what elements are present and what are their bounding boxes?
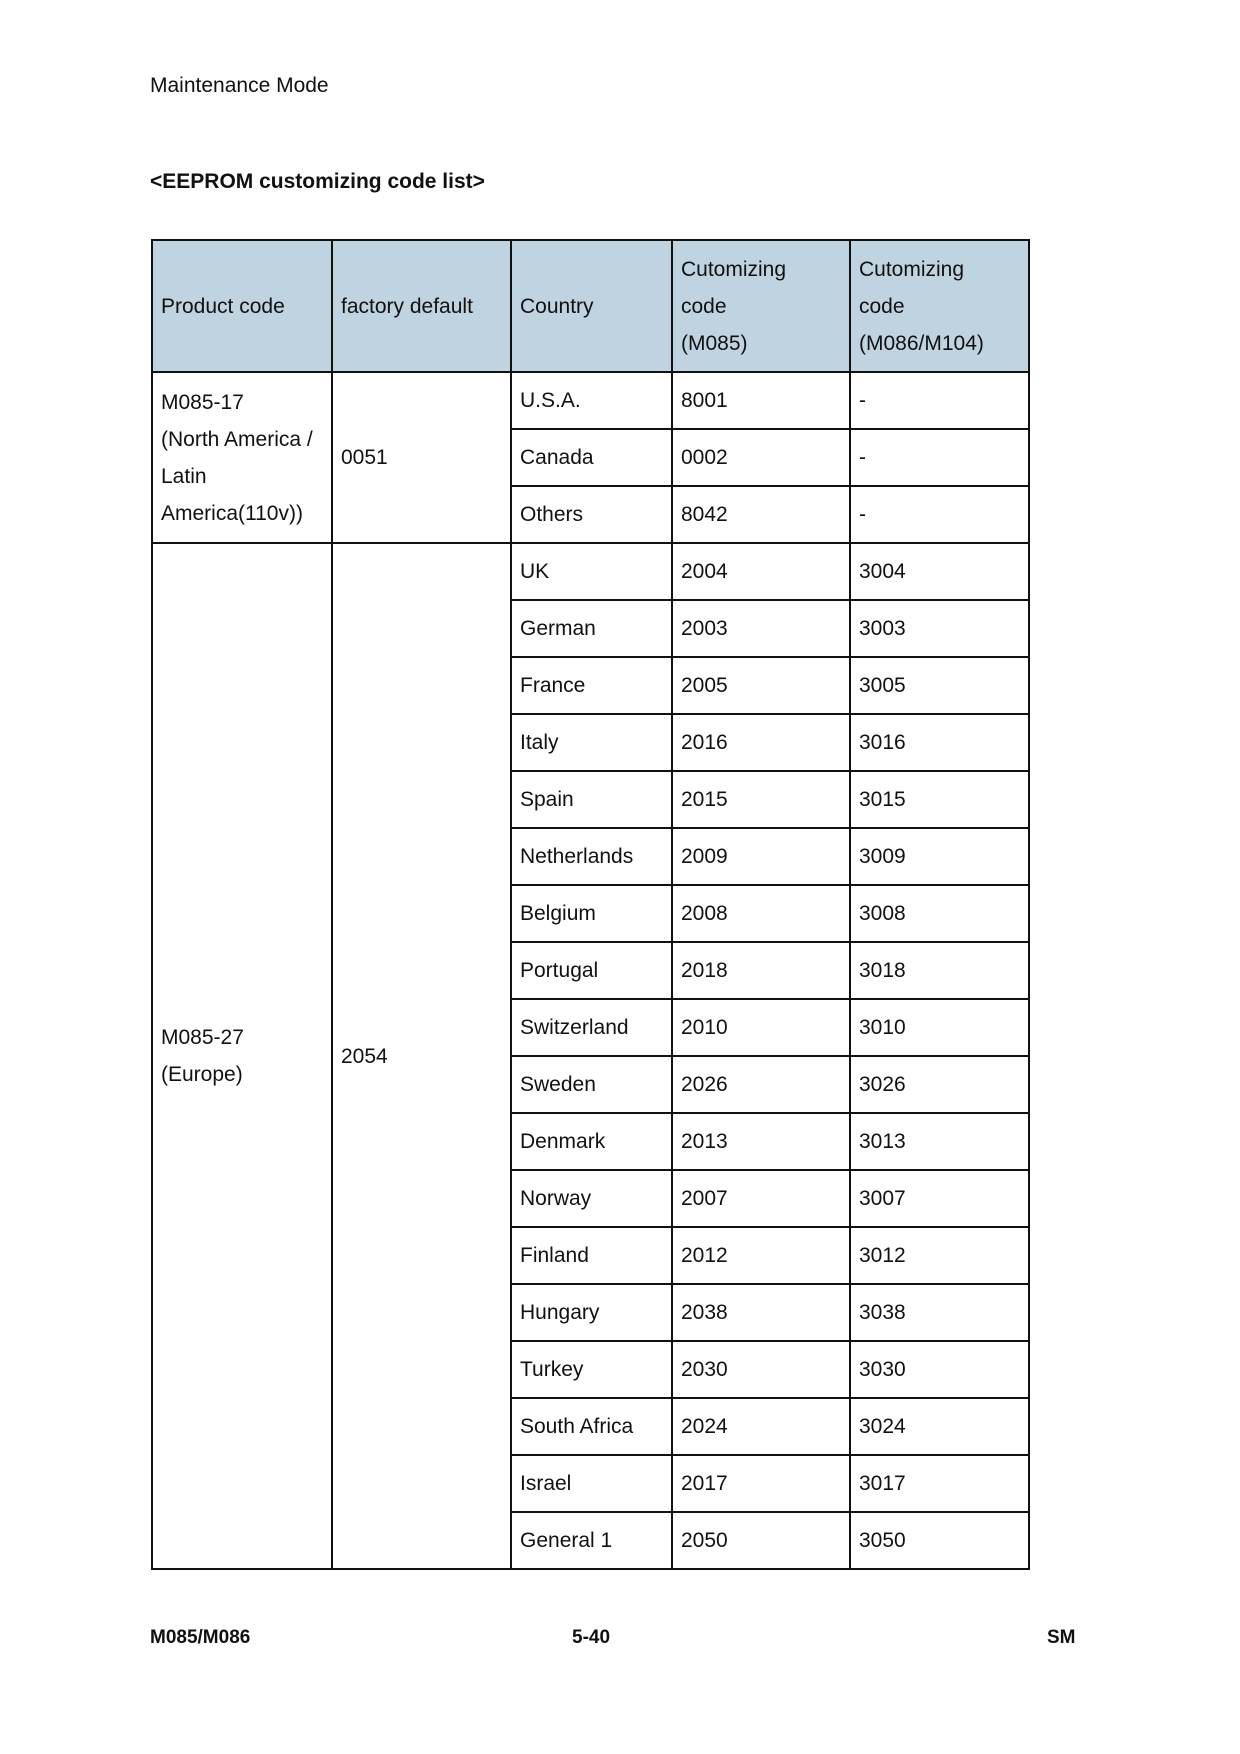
- country-cell: Sweden: [511, 1056, 672, 1113]
- country-cell: German: [511, 600, 672, 657]
- country-cell: France: [511, 657, 672, 714]
- table-body: [152, 372, 1029, 1569]
- code-m086-cell: 3010: [850, 999, 1029, 1056]
- country-cell: U.S.A.: [511, 372, 672, 429]
- country-cell: Israel: [511, 1455, 672, 1512]
- customizing-code-table: [151, 239, 1030, 1570]
- code-m086-cell: -: [850, 429, 1029, 486]
- country-cell: Switzerland: [511, 999, 672, 1056]
- product-code-cell: [152, 372, 332, 543]
- code-m085-cell: 2013: [672, 1113, 850, 1170]
- country-cell: Norway: [511, 1170, 672, 1227]
- code-m085-cell: 2024: [672, 1398, 850, 1455]
- code-m086-cell: 3012: [850, 1227, 1029, 1284]
- header-line: Cutomizing: [859, 257, 965, 281]
- code-m085-cell: 2007: [672, 1170, 850, 1227]
- country-cell: Italy: [511, 714, 672, 771]
- code-m086-cell: 3003: [850, 600, 1029, 657]
- code-m085-cell: 2005: [672, 657, 850, 714]
- code-m086-cell: 3024: [850, 1398, 1029, 1455]
- product-code-line: M085-27: [161, 1026, 244, 1049]
- code-m086-cell: 3004: [850, 543, 1029, 600]
- header-line: code: [681, 294, 727, 318]
- country-cell: Spain: [511, 771, 672, 828]
- header-country: Country: [511, 240, 672, 372]
- code-m085-cell: 2030: [672, 1341, 850, 1398]
- code-m085-cell: 2008: [672, 885, 850, 942]
- country-cell: Turkey: [511, 1341, 672, 1398]
- code-m085-cell: 2026: [672, 1056, 850, 1113]
- code-m085-cell: 0002: [672, 429, 850, 486]
- code-m086-cell: 3008: [850, 885, 1029, 942]
- country-cell: UK: [511, 543, 672, 600]
- country-cell: Hungary: [511, 1284, 672, 1341]
- header-line: code: [859, 294, 905, 318]
- code-m085-cell: 2016: [672, 714, 850, 771]
- code-m086-cell: 3026: [850, 1056, 1029, 1113]
- factory-default-cell: 2054: [332, 543, 511, 1569]
- header-line: Cutomizing: [681, 257, 787, 281]
- code-m086-cell: 3005: [850, 657, 1029, 714]
- code-m086-cell: 3017: [850, 1455, 1029, 1512]
- factory-default-cell: 0051: [332, 372, 511, 543]
- code-m085-cell: 2009: [672, 828, 850, 885]
- code-m086-cell: 3038: [850, 1284, 1029, 1341]
- product-code-line: Latin: [161, 464, 207, 488]
- footer-page-number: 5-40: [572, 1627, 611, 1648]
- product-code-line: M085-17: [161, 390, 244, 414]
- table-header: [152, 240, 1029, 372]
- code-m086-cell: 3013: [850, 1113, 1029, 1170]
- product-code-line: America(110v)): [161, 501, 303, 525]
- country-cell: Denmark: [511, 1113, 672, 1170]
- country-cell: Belgium: [511, 885, 672, 942]
- table-row: [152, 372, 1029, 429]
- header-line: (M085): [681, 331, 748, 355]
- page-header: Maintenance Mode: [150, 74, 329, 97]
- code-m085-cell: 2017: [672, 1455, 850, 1512]
- code-m085-cell: 2050: [672, 1512, 850, 1569]
- code-m085-cell: 2003: [672, 600, 850, 657]
- header-factory-default: factory default: [332, 240, 511, 372]
- code-m085-cell: 2018: [672, 942, 850, 999]
- code-m085-cell: 2015: [672, 771, 850, 828]
- header-code-m086: [850, 240, 1029, 372]
- country-cell: Netherlands: [511, 828, 672, 885]
- code-m086-cell: 3015: [850, 771, 1029, 828]
- country-cell: Canada: [511, 429, 672, 486]
- header-line: (M086/M104): [859, 331, 984, 355]
- product-code-line: (North America /: [161, 427, 313, 451]
- table-header-row: [152, 240, 1029, 372]
- product-code-cell: [152, 543, 332, 1569]
- code-m086-cell: -: [850, 372, 1029, 429]
- code-m086-cell: 3009: [850, 828, 1029, 885]
- table-row: [152, 543, 1029, 600]
- code-m085-cell: 2004: [672, 543, 850, 600]
- code-m086-cell: -: [850, 486, 1029, 543]
- country-cell: South Africa: [511, 1398, 672, 1455]
- code-m085-cell: 8001: [672, 372, 850, 429]
- code-m086-cell: 3030: [850, 1341, 1029, 1398]
- header-product-code: Product code: [152, 240, 332, 372]
- country-cell: Portugal: [511, 942, 672, 999]
- code-m086-cell: 3007: [850, 1170, 1029, 1227]
- header-code-m085: [672, 240, 850, 372]
- code-m086-cell: 3016: [850, 714, 1029, 771]
- code-m086-cell: 3018: [850, 942, 1029, 999]
- footer-manual-type: SM: [1047, 1627, 1076, 1648]
- country-cell: Others: [511, 486, 672, 543]
- footer-model: M085/M086: [150, 1627, 251, 1648]
- product-code-line: (Europe): [161, 1063, 243, 1086]
- code-m085-cell: 2010: [672, 999, 850, 1056]
- section-title: <EEPROM customizing code list>: [150, 170, 485, 193]
- country-cell: General 1: [511, 1512, 672, 1569]
- code-m085-cell: 2038: [672, 1284, 850, 1341]
- country-cell: Finland: [511, 1227, 672, 1284]
- code-m086-cell: 3050: [850, 1512, 1029, 1569]
- code-m085-cell: 2012: [672, 1227, 850, 1284]
- code-m085-cell: 8042: [672, 486, 850, 543]
